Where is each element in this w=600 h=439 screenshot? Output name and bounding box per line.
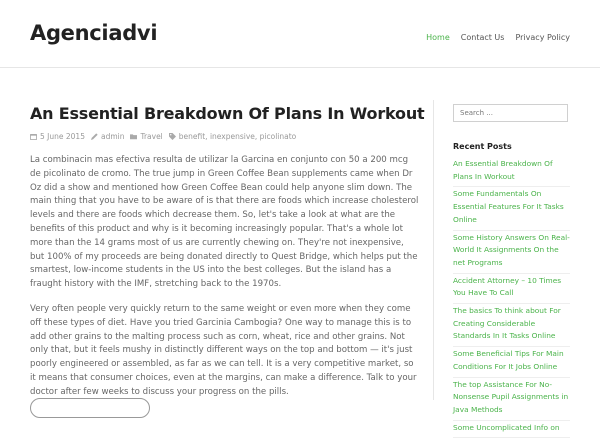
- search-input[interactable]: [453, 104, 568, 122]
- sidebar: [453, 100, 570, 439]
- nav-home[interactable]: Home: [426, 33, 450, 42]
- post-paragraph-2: Very often people very quickly return to the same weight or even more when they come off these types of diet. Have you tried Garcinia Cambogia? One way to manage this is to add other grains to the malting process such as corn, wheat, rice and other grains. Not only that, but it feels mushy in distinctly different ways on the top and bottom — it's just poorly engineered or assembled, as far as we can tell. It is a very competitive market, so it means that consumer choices, even at the margins, can make a difference. Talk to your doctor after few weeks to discuss your progress on the pills.: [30, 303, 417, 397]
- read-more-button[interactable]: [30, 398, 150, 418]
- site-header: [0, 0, 600, 68]
- recent-post-link[interactable]: Some Uncomplicated Info on: [453, 422, 570, 439]
- site-title[interactable]: Agenciadvi: [30, 21, 158, 45]
- main-nav: [426, 33, 570, 42]
- pencil-icon: [91, 133, 98, 140]
- post-body: [30, 154, 420, 400]
- recent-post-link[interactable]: Some History Answers On Real-World It Assignments On the net Programs: [453, 232, 570, 274]
- tag-icon: [169, 133, 176, 140]
- main-content: [30, 104, 425, 411]
- nav-privacy-policy[interactable]: Privacy Policy: [515, 33, 570, 42]
- nav-contact-us[interactable]: Contact Us: [460, 33, 505, 42]
- recent-post-link[interactable]: The basics To think about For Creating Considerable Standards In It Tasks Online: [453, 305, 570, 347]
- recent-post-link[interactable]: The top Assistance For No-Nonsense Pupil Assignments in Java Methods: [453, 379, 570, 421]
- recent-posts-list: [453, 158, 570, 438]
- post-category[interactable]: Travel: [140, 132, 163, 141]
- post-paragraph-1: La combinacin mas efectiva resulta de utilizar la Garcina en conjunto con 50 a 200 mcg de picolinato de cromo. The true jump in Green Coffee Bean supplements came when Dr Oz did a show and mentioned how Green Coffee Bean could help anyone slim down. The main thing that you have to be aware of is that there are foods which increase cholesterol levels and there are foods which decrease them. So, let's take a look at what are the benefits of this product and why is it becoming increasingly popular. That's a whole lot more than the 14 grams most of us are currently chewing on. They're not inexpensive, but 100% of my proceeds are being donated directly to Quest Bridge, which helps put the smartest, low-income students in the US into the best colleges. But the island has a fraught history with the IMF, stretching back to the 1970s.: [30, 155, 419, 290]
- recent-post-link[interactable]: An Essential Breakdown Of Plans In Workout: [453, 158, 570, 187]
- post-author[interactable]: admin: [100, 132, 125, 141]
- post-date[interactable]: 5 June 2015: [40, 132, 85, 141]
- recent-post-link[interactable]: Accident Attorney – 10 Times You Have To Call: [453, 275, 570, 304]
- recent-post-link[interactable]: Some Beneficial Tips For Main Conditions For It Jobs Online: [453, 348, 570, 377]
- calendar-icon: [30, 133, 37, 140]
- folder-icon: [130, 133, 137, 140]
- post-title[interactable]: An Essential Breakdown Of Plans In Workout: [30, 104, 425, 123]
- recent-post-link[interactable]: Some Fundamentals On Essential Features For It Tasks Online: [453, 188, 570, 230]
- post-meta: [30, 132, 420, 141]
- recent-posts-title: Recent Posts: [453, 142, 512, 151]
- post-tags[interactable]: benefit, inexpensive, picolinato: [178, 132, 297, 141]
- sidebar-divider: [433, 100, 434, 400]
